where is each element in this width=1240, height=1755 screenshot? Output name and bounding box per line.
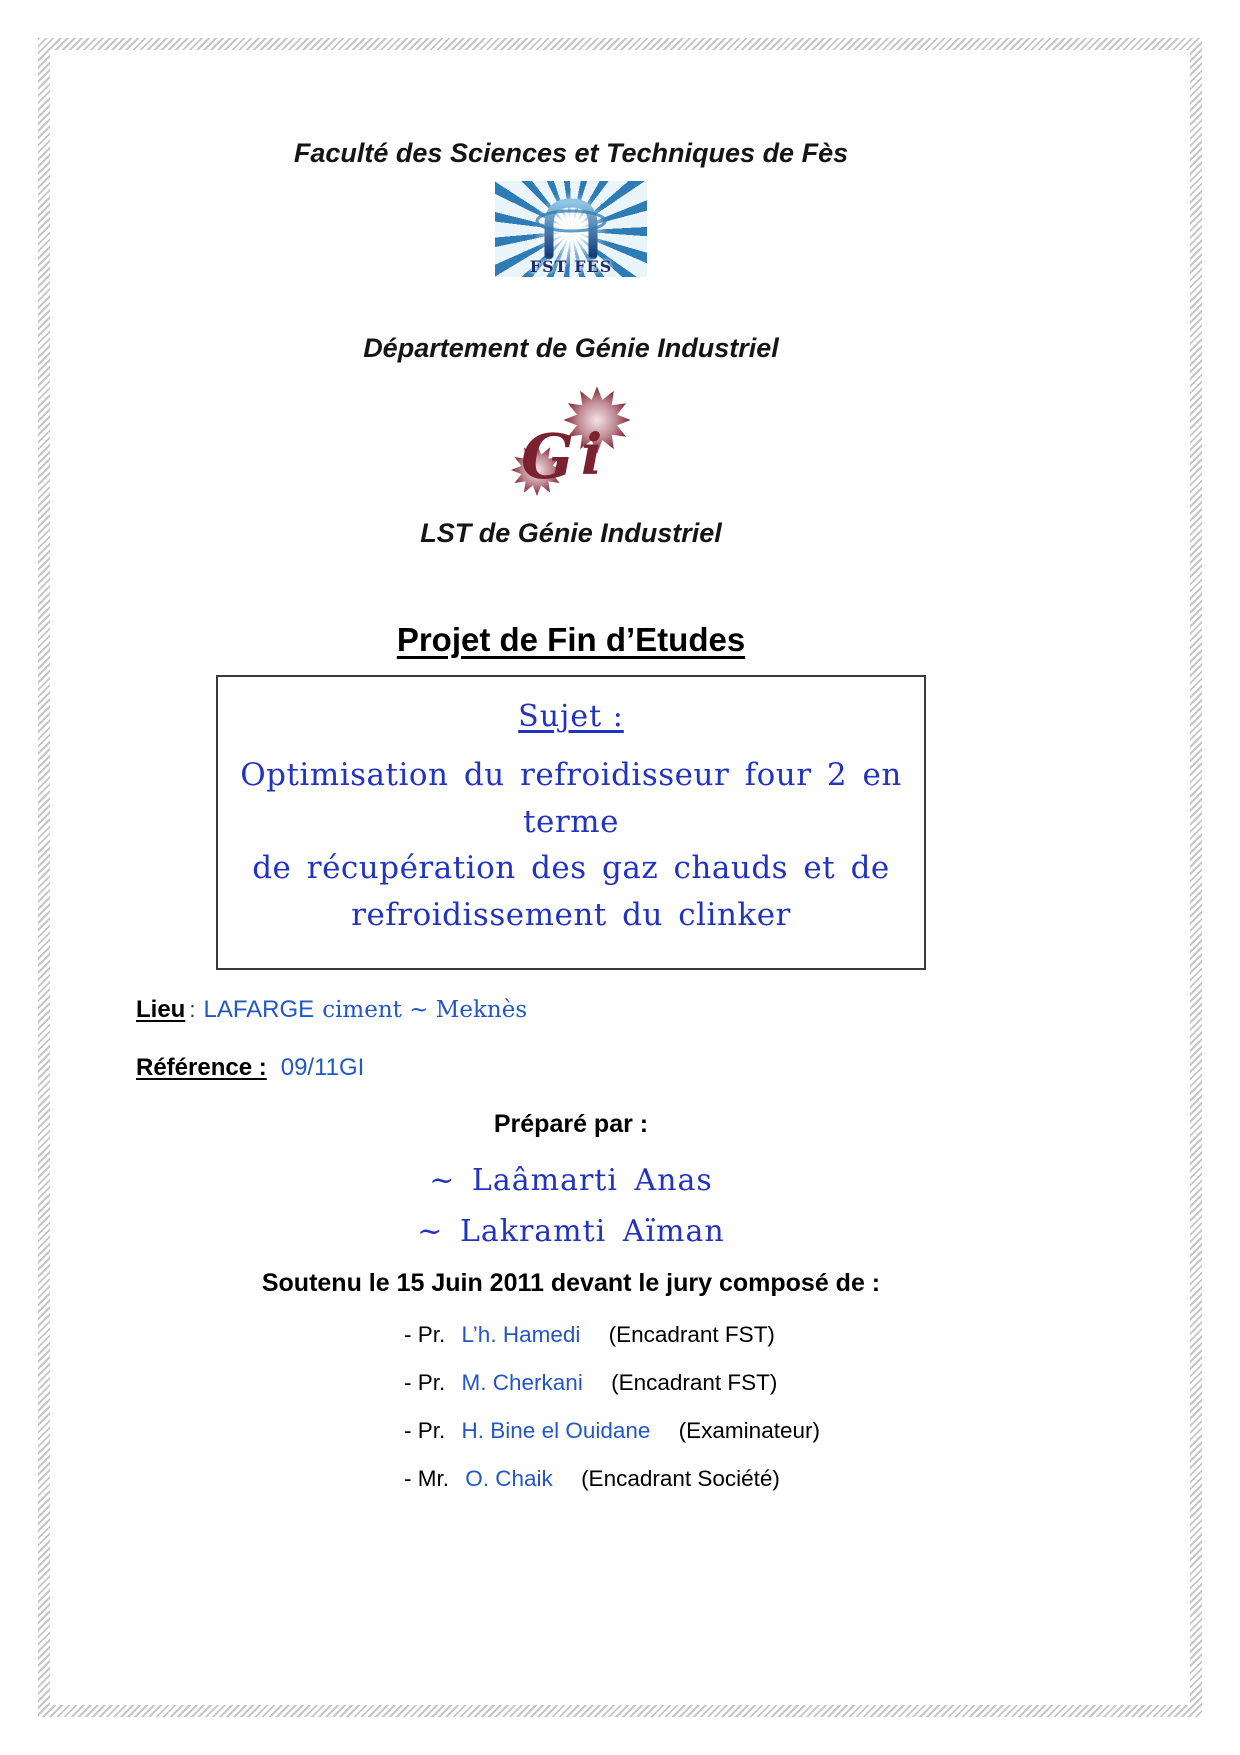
- subject-text: [228, 752, 914, 938]
- document-title: Projet de Fin d’Etudes: [396, 621, 746, 658]
- location-company: LAFARGE: [203, 996, 315, 1023]
- jury-title-prefix: - Mr.: [404, 1466, 449, 1491]
- jury-member-role: (Encadrant FST): [611, 1370, 778, 1395]
- jury-member-row: [404, 1320, 1006, 1350]
- reference-label: Référence :: [136, 1054, 267, 1081]
- defense-intro: Soutenu le 15 Juin 2011 devant le jury composé de :: [261, 1269, 881, 1297]
- subject-box: [216, 675, 926, 970]
- author-name-2: ~ Lakramti Aïman: [417, 1214, 725, 1249]
- gi-letter-g: G: [521, 420, 574, 493]
- jury-member-row: [404, 1416, 1006, 1446]
- fst-logo-caption: FST FES: [529, 257, 613, 276]
- page-body: [50, 50, 1190, 1705]
- reference-row: [136, 1054, 1006, 1082]
- jury-title-prefix: - Pr.: [404, 1418, 446, 1443]
- subject-line-3: refroidissement du clinker: [351, 896, 791, 933]
- gi-logo: [501, 386, 641, 504]
- title-page-content: [136, 138, 1006, 1494]
- location-separator: :: [189, 997, 196, 1022]
- gi-letter-i: i: [581, 422, 603, 488]
- jury-member-name: O. Chaik: [465, 1466, 553, 1491]
- jury-member-name: H. Bine el Ouidane: [461, 1418, 651, 1443]
- jury-title-prefix: - Pr.: [404, 1322, 446, 1347]
- subject-label: Sujet :: [518, 699, 624, 734]
- prepared-by-label: Préparé par :: [493, 1110, 649, 1138]
- reference-value: 09/11GI: [280, 1054, 365, 1081]
- jury-member-name: M. Cherkani: [461, 1370, 583, 1395]
- jury-member-role: (Encadrant Société): [581, 1466, 780, 1491]
- gi-starburst-graphic: [501, 386, 641, 504]
- author-name-1: ~ Laâmarti Anas: [429, 1163, 713, 1198]
- subject-line-2: de récupération des gaz chauds et de: [252, 850, 890, 886]
- jury-member-name: L’h. Hamedi: [461, 1322, 581, 1347]
- jury-title-prefix: - Pr.: [404, 1370, 446, 1395]
- jury-member-role: (Examinateur): [678, 1418, 820, 1443]
- jury-member-row: [404, 1368, 1006, 1398]
- location-place: ciment ~ Meknès: [322, 997, 528, 1023]
- jury-member-role: (Encadrant FST): [608, 1322, 775, 1347]
- fst-logo: [495, 181, 647, 277]
- jury-member-row: [404, 1464, 1006, 1494]
- decorative-border: [38, 38, 1202, 1717]
- subject-line-1: Optimisation du refroidisseur four 2 en terme: [240, 757, 902, 840]
- faculty-name: Faculté des Sciences et Techniques de Fès: [293, 138, 849, 168]
- department-name: Département de Génie Industriel: [363, 333, 779, 363]
- location-row: [136, 996, 1006, 1024]
- jury-list: [404, 1320, 1006, 1494]
- program-name: LST de Génie Industriel: [420, 518, 722, 548]
- location-label: Lieu: [136, 996, 186, 1023]
